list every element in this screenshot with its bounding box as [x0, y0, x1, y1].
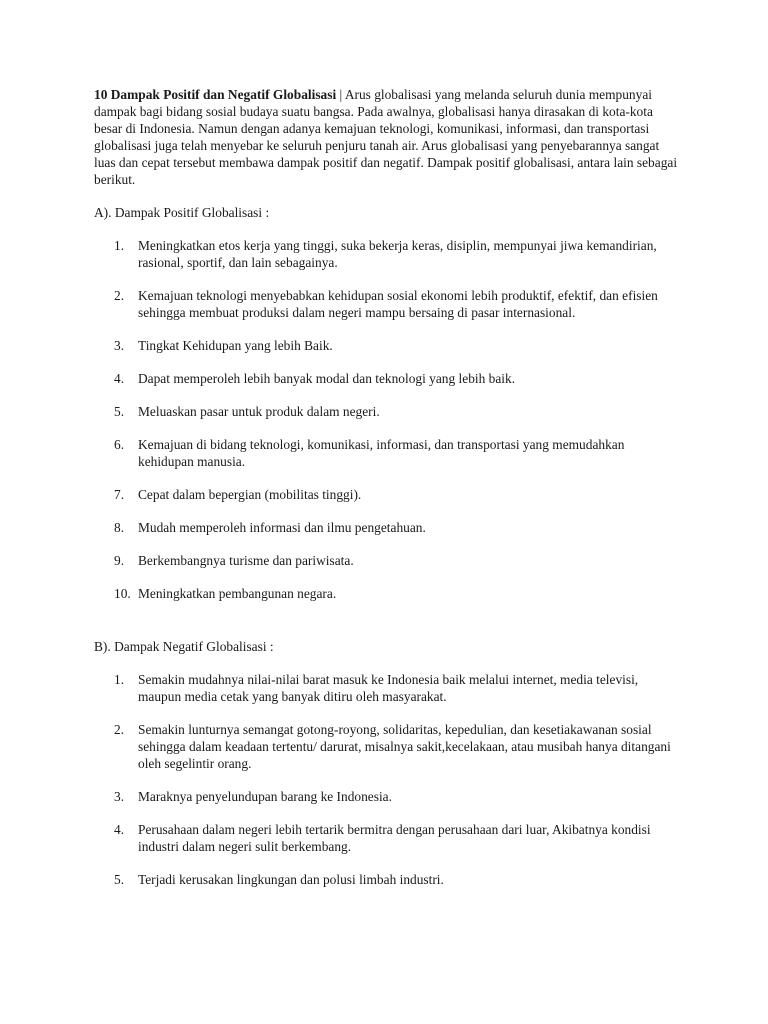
- list-item: [94, 237, 678, 271]
- list-item: [94, 486, 678, 503]
- item-number: 10.: [114, 586, 131, 601]
- document-title: 10 Dampak Positif dan Negatif Globalisasi: [94, 87, 337, 102]
- list-item: [94, 337, 678, 354]
- item-number: 1.: [114, 238, 125, 253]
- item-number: 4.: [114, 371, 125, 386]
- intro-text: Arus globalisasi yang melanda seluruh dunia mempunyai dampak bagi bidang sosial budaya suatu bangsa. Pada awalnya, globalisasi hanya dirasakan di kota-kota besar di Indonesia. Namun dengan adanya kemajuan teknologi, komunikasi, informasi, dan transportasi globalisasi juga telah menyebar ke seluruh penjuru tanah air. Arus globalisasi yang penyebarannya sangat luas dan cepat tersebut membawa dampak positif dan negatif. Dampak positif globalisasi, antara lain sebagai berikut.: [94, 87, 678, 187]
- item-text: Perusahaan dalam negeri lebih tertarik bermitra dengan perusahaan dari luar, Akibatnya kondisi industri dalam negeri sulit berkembang.: [138, 822, 651, 854]
- list-item: [94, 370, 678, 387]
- item-text: Terjadi kerusakan lingkungan dan polusi limbah industri.: [138, 872, 444, 887]
- title-separator: |: [336, 87, 345, 102]
- item-text: Meningkatkan etos kerja yang tinggi, suka bekerja keras, disiplin, mempunyai jiwa kemandirian, rasional, sportif, dan lain sebagainya.: [138, 238, 657, 270]
- item-text: Mudah memperoleh informasi dan ilmu pengetahuan.: [138, 520, 426, 535]
- negative-heading: B). Dampak Negatif Globalisasi :: [94, 639, 274, 654]
- positive-list: [94, 237, 694, 602]
- item-text: Dapat memperoleh lebih banyak modal dan teknologi yang lebih baik.: [138, 371, 516, 386]
- list-item: [94, 871, 678, 888]
- item-text: Meluaskan pasar untuk produk dalam negeri.: [138, 404, 380, 419]
- item-number: 4.: [114, 822, 125, 837]
- list-item: [94, 436, 678, 470]
- item-number: 2.: [114, 722, 125, 737]
- item-number: 3.: [114, 338, 125, 353]
- list-item: [94, 671, 678, 705]
- item-text: Maraknya penyelundupan barang ke Indonesia.: [138, 789, 392, 804]
- list-item: [94, 519, 678, 536]
- positive-heading: A). Dampak Positif Globalisasi :: [94, 205, 270, 220]
- item-number: 1.: [114, 672, 125, 687]
- item-text: Kemajuan di bidang teknologi, komunikasi, informasi, dan transportasi yang memudahkan kehidupan manusia.: [138, 437, 625, 469]
- item-text: Semakin mudahnya nilai-nilai barat masuk ke Indonesia baik melalui internet, media televisi, maupun media cetak yang banyak ditiru oleh masyarakat.: [138, 672, 639, 704]
- list-item: [94, 721, 678, 772]
- item-number: 3.: [114, 789, 125, 804]
- item-number: 7.: [114, 487, 125, 502]
- list-item: [94, 821, 678, 855]
- item-number: 8.: [114, 520, 125, 535]
- item-number: 5.: [114, 872, 125, 887]
- item-number: 2.: [114, 288, 125, 303]
- intro-paragraph: [94, 86, 684, 188]
- list-item: [94, 585, 678, 602]
- item-text: Tingkat Kehidupan yang lebih Baik.: [138, 338, 333, 353]
- list-item: [94, 403, 678, 420]
- list-item: [94, 287, 678, 321]
- item-number: 9.: [114, 553, 125, 568]
- list-item: [94, 552, 678, 569]
- negative-list: [94, 671, 694, 888]
- item-text: Meningkatkan pembangunan negara.: [138, 586, 337, 601]
- list-item: [94, 788, 678, 805]
- item-text: Semakin lunturnya semangat gotong-royong, solidaritas, kepedulian, dan kesetiakawanan sosial sehingga dalam keadaan tertentu/ darurat, misalnya sakit,kecelakaan, atau musibah hanya ditangani oleh segelintir orang.: [138, 722, 671, 771]
- item-number: 5.: [114, 404, 125, 419]
- item-text: Berkembangnya turisme dan pariwisata.: [138, 553, 354, 568]
- document-page: [94, 86, 694, 904]
- item-number: 6.: [114, 437, 125, 452]
- item-text: Kemajuan teknologi menyebabkan kehidupan sosial ekonomi lebih produktif, efektif, dan efisien sehingga membuat produksi dalam negeri mampu bersaing di pasar internasional.: [138, 288, 658, 320]
- item-text: Cepat dalam bepergian (mobilitas tinggi).: [138, 487, 362, 502]
